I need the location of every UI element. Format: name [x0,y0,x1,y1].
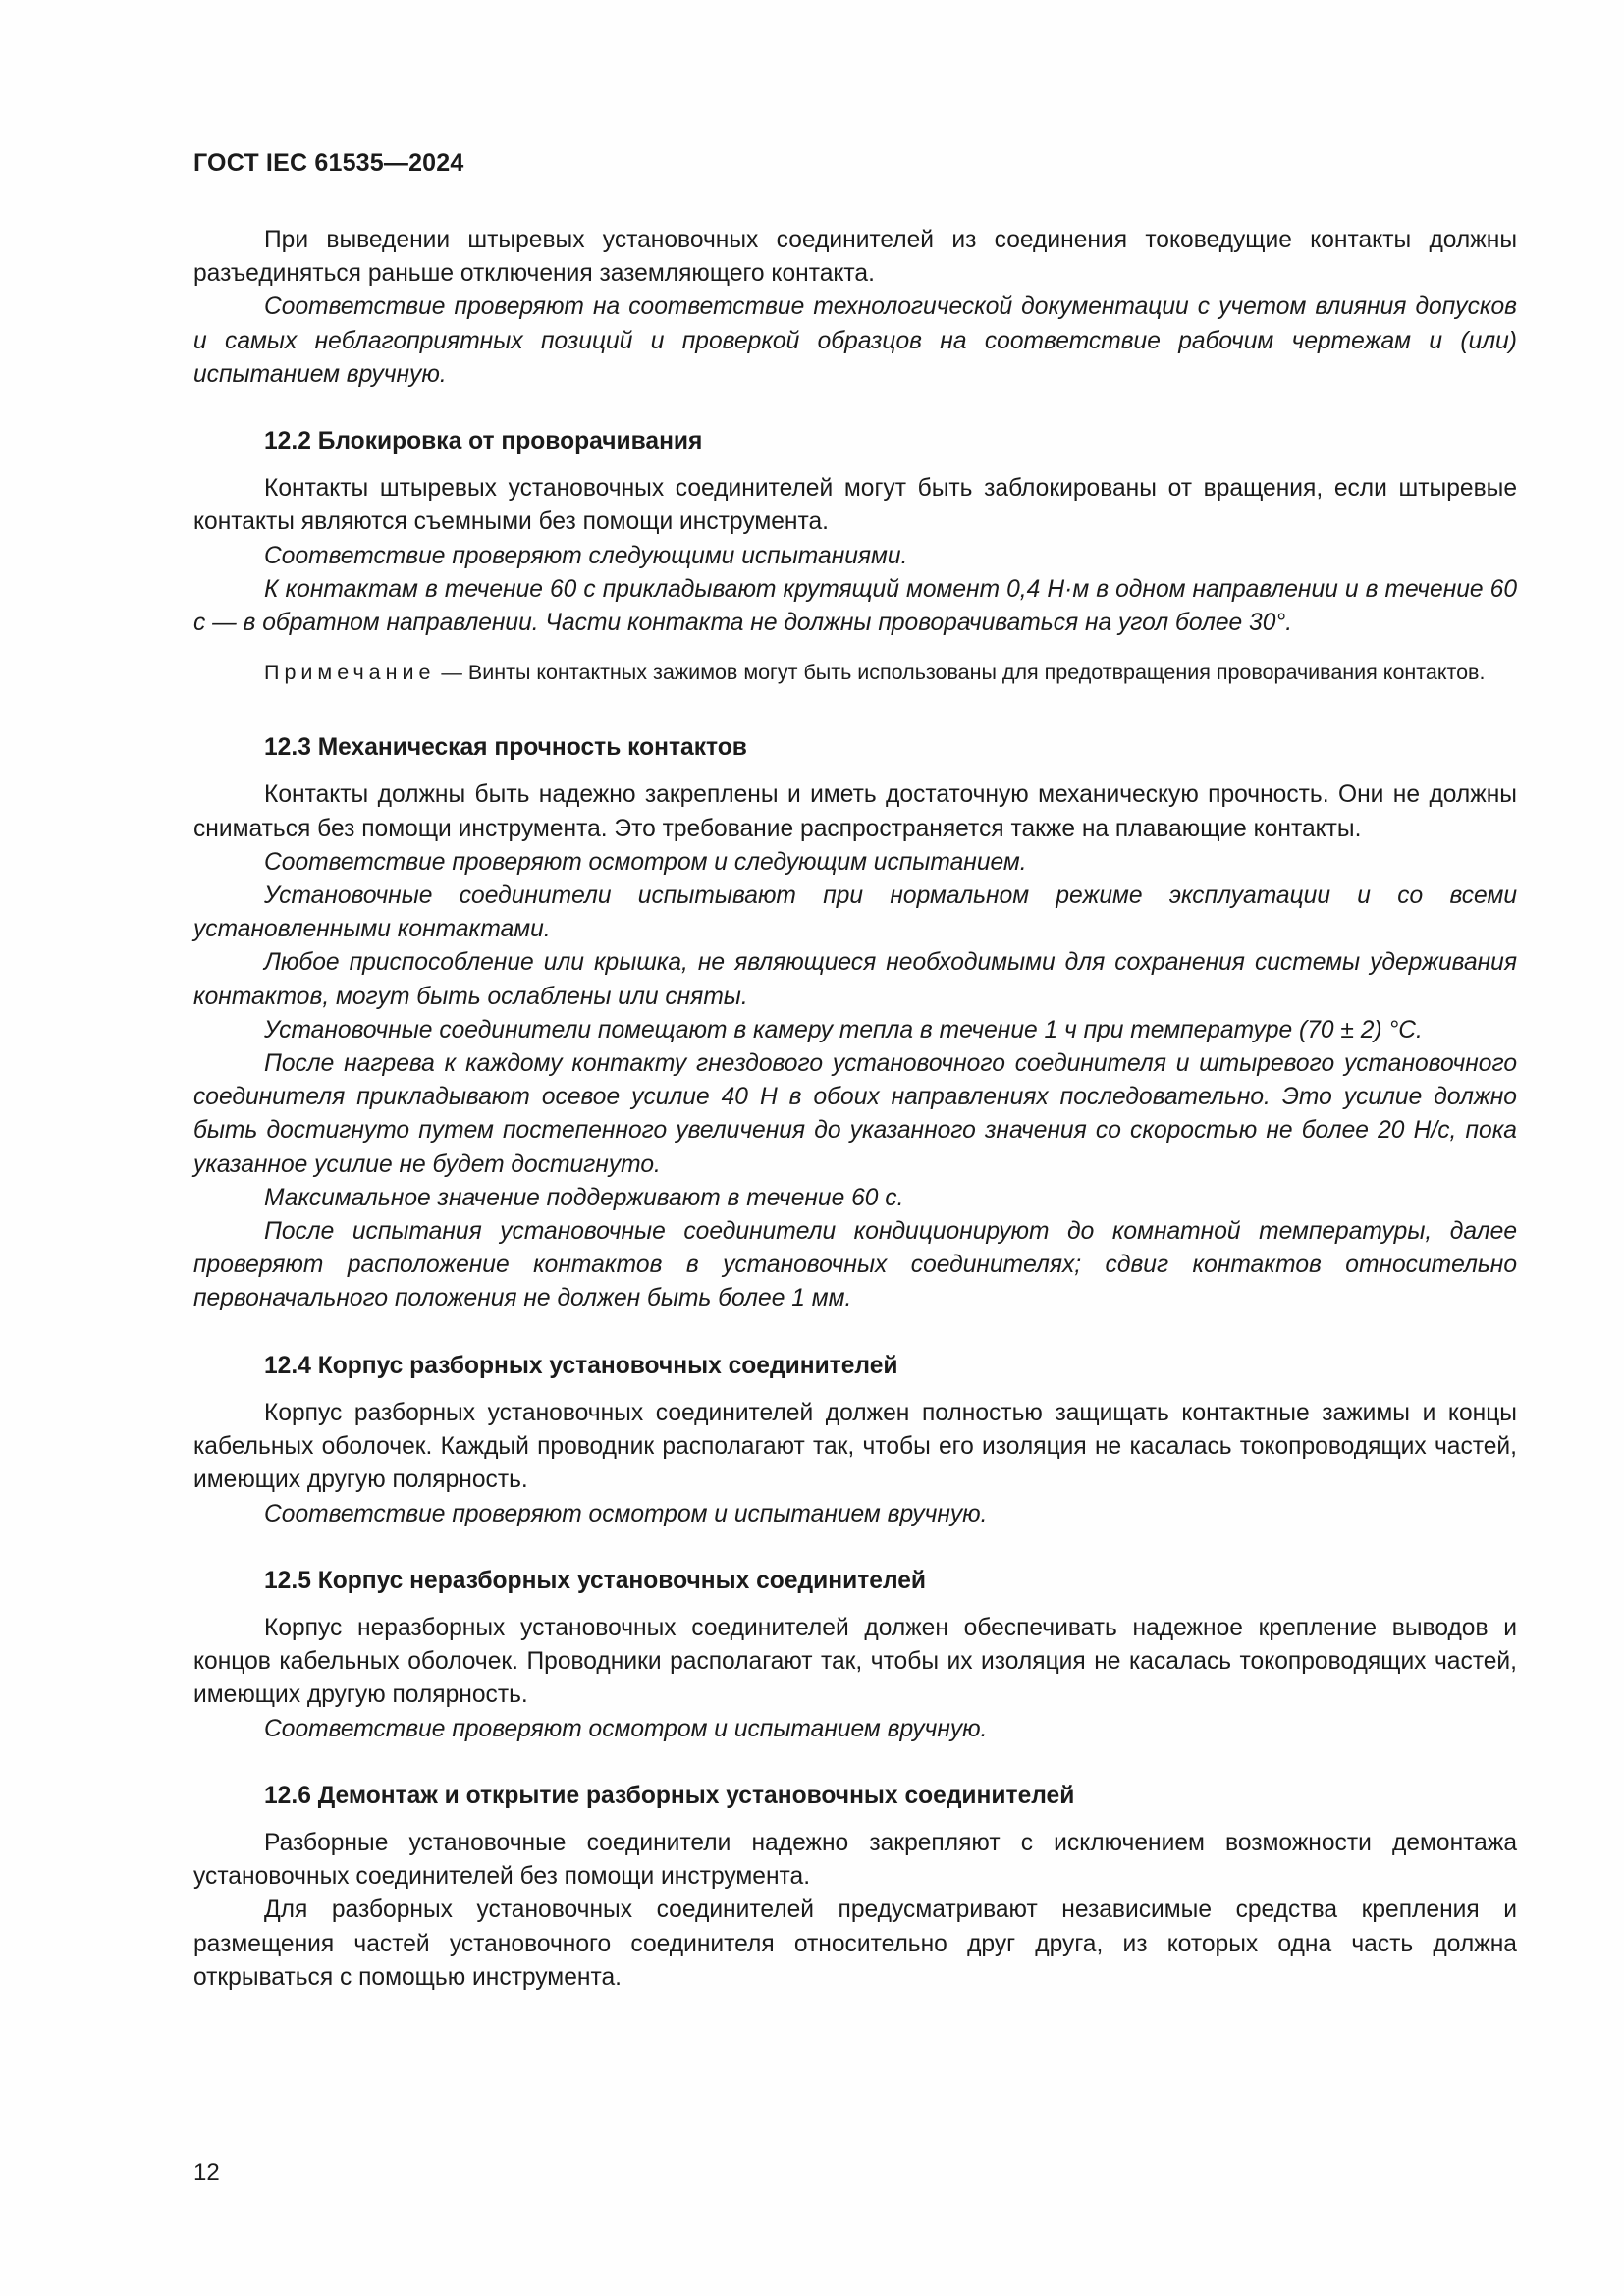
section-12-6-title: 12.6 Демонтаж и открытие разборных установочных соединителей [264,1782,1075,1809]
section-12-4-title: 12.4 Корпус разборных установочных соединителей [264,1352,898,1379]
document-body [193,224,1517,1995]
standard-id-header: ГОСТ IEC 61535—2024 [193,149,464,177]
section-12-5-compliance: Соответствие проверяют осмотром и испытанием вручную. [264,1715,988,1742]
note-label: Примечание [264,661,436,685]
section-12-5-paragraph: Корпус неразборных установочных соединителей должен обеспечивать надежное крепление выводов и концов кабельных оболочек. Проводники располагают так, чтобы их изоляция не касалась токопроводящих частей, имеющих другую полярность. [193,1614,1517,1709]
section-12-6-paragraph-2: Для разборных установочных соединителей предусматривают независимые средства крепления и размещения частей установочного соединителя относительно друг друга, из которых одна часть должна открываться с помощью инструмента. [193,1896,1517,1991]
section-12-2-note [193,658,1517,688]
section-12-6-paragraph-1: Разборные установочные соединители надежно закрепляют с исключением возможности демонтажа установочных соединителей без помощи инструмента. [193,1829,1517,1891]
section-12-3-paragraph: Контакты должны быть надежно закреплены и иметь достаточную механическую прочность. Они не должны сниматься без помощи инструмента. Это требование распространяется также на плавающие контакты. [193,781,1517,842]
section-12-3-compliance: Соответствие проверяют осмотром и следующим испытанием. [264,848,1027,876]
section-12-2-title: 12.2 Блокировка от проворачивания [264,428,703,455]
section-12-4-paragraph: Корпус разборных установочных соединителей должен полностью защищать контактные зажимы и концы кабельных оболочек. Каждый проводник располагают так, чтобы его изоляция не касалась токопроводящих частей, имеющих другую полярность. [193,1399,1517,1494]
section-12-2-test-description: К контактам в течение 60 с прикладывают крутящий момент 0,4 Н·м в одном направлении и в течение 60 с — в обратном направлении. Части контакта не должны проворачиваться на угол более 30°. [193,575,1517,637]
section-12-2-paragraph: Контакты штыревых установочных соединителей могут быть заблокированы от вращения, если штыревые контакты являются съемными без помощи инструмента. [193,475,1517,536]
section-12-3-title: 12.3 Механическая прочность контактов [264,734,747,762]
page-number: 12 [193,2160,220,2186]
section-12-3-hold-time: Максимальное значение поддерживают в течение 60 с. [264,1184,904,1211]
section-12-2-compliance: Соответствие проверяют следующими испытаниями. [264,542,908,569]
section-12-5-title: 12.5 Корпус неразборных установочных соединителей [264,1567,927,1594]
section-12-3-post-test: После испытания установочные соединители кондиционируют до комнатной температуры, далее проверяют расположение контактов в установочных соединителях; сдвиг контактов относительно первоначального положения не должен быть более 1 мм. [193,1218,1517,1312]
section-12-3-axial-force: После нагрева к каждому контакту гнездового установочного соединителя и штыревого установочного соединителя прикладывают осевое усилие 40 Н в обоих направлениях последовательно. Это усилие должно быть достигнуто путем постепенного увеличения до указанного значения со скоростью не более 20 Н/с, пока указанное усилие не будет достигнуто. [193,1050,1517,1178]
section-12-4-compliance: Соответствие проверяют осмотром и испытанием вручную. [264,1500,988,1527]
section-12-3-heat-chamber: Установочные соединители помещают в камеру тепла в течение 1 ч при температуре (70 ± 2) °С. [264,1016,1423,1043]
note-text: — Винты контактных зажимов могут быть использованы для предотвращения проворачивания контактов. [435,661,1486,685]
intro-compliance-paragraph: Соответствие проверяют на соответствие технологической документации с учетом влияния допусков и самых неблагоприятных позиций и проверкой образцов на соответствие рабочим чертежам и (или) испытанием вручную. [193,294,1517,388]
section-12-3-test-conditions: Установочные соединители испытывают при нормальном режиме эксплуатации и со всеми установленными контактами. [193,882,1517,943]
section-12-3-cover-removal: Любое приспособление или крышка, не являющиеся необходимыми для сохранения системы удерживания контактов, могут быть ослаблены или сняты. [193,949,1517,1010]
intro-paragraph: При выведении штыревых установочных соединителей из соединения токоведущие контакты должны разъединяться раньше отключения заземляющего контакта. [193,227,1517,288]
